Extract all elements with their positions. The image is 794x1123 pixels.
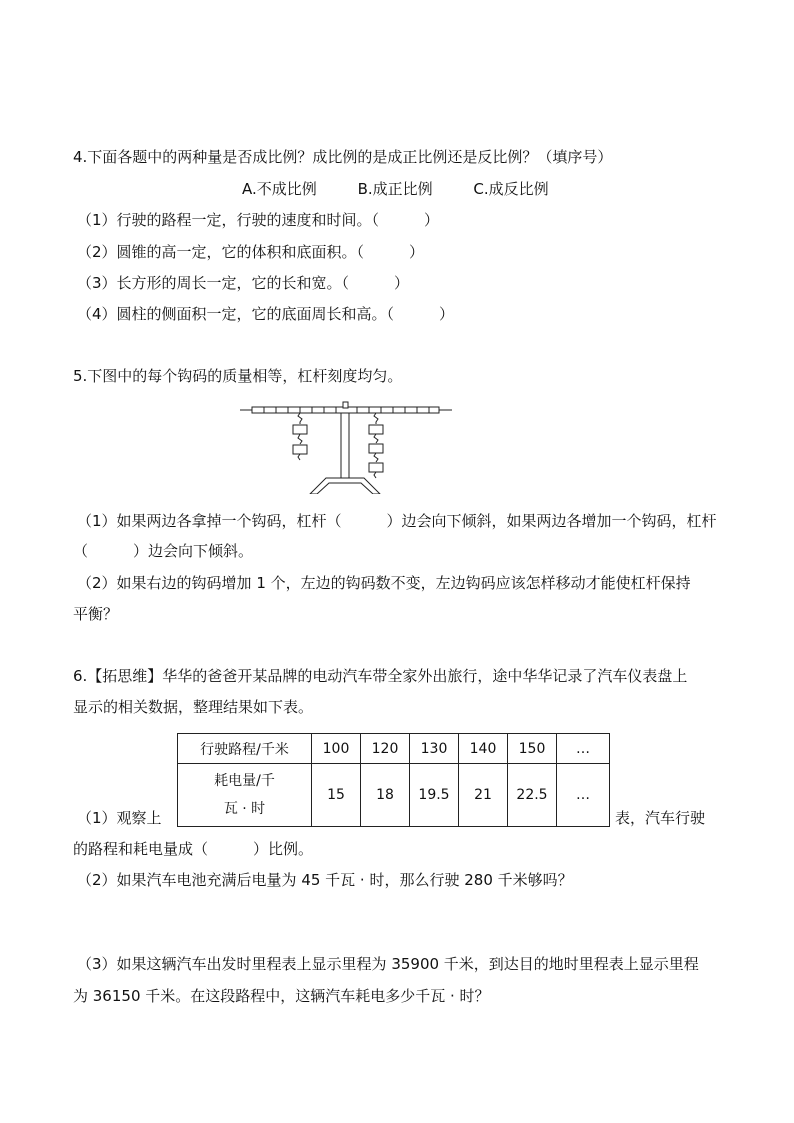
option-b: B.成正比例 — [357, 180, 433, 198]
lever-post — [341, 413, 349, 480]
table-cell: 22.5 — [508, 764, 557, 827]
energy-table — [177, 733, 610, 827]
question-4-item-3: （3）长方形的周长一定，它的长和宽。（ ） — [77, 274, 410, 292]
question-4-title: 4.下面各题中的两种量是否成比例？成比例的是成正比例还是反比例？（填序号） — [73, 148, 613, 166]
table-cell: 21 — [459, 764, 508, 827]
table-header-energy — [178, 764, 312, 827]
table-cell: 19.5 — [410, 764, 459, 827]
table-row-distance — [178, 734, 610, 764]
question-5-part-2-line-1: （2）如果右边的钩码增加 1 个，左边的钩码数不变，左边钩码应该怎样移动才能使杠杆保持 — [77, 574, 691, 592]
table-cell: 130 — [410, 734, 459, 764]
question-5-part-1-line-2: （ ）边会向下倾斜。 — [73, 542, 254, 560]
table-cell: 140 — [459, 734, 508, 764]
lever-pivot — [343, 402, 348, 408]
question-6-part-1-suffix: 表，汽车行驶 — [615, 809, 706, 827]
answer-options — [242, 179, 585, 199]
option-c: C.成反比例 — [473, 180, 549, 198]
table-header-distance: 行驶路程/千米 — [178, 734, 312, 764]
option-a: A.不成比例 — [242, 180, 317, 198]
table-cell: 150 — [508, 734, 557, 764]
question-4-item-2: （2）圆锥的高一定，它的体积和底面积。（ ） — [77, 243, 425, 261]
question-6-part-1-line-2: 的路程和耗电量成（ ）比例。 — [73, 840, 314, 858]
question-6-part-2: （2）如果汽车电池充满后电量为 45 千瓦 · 时，那么行驶 280 千米够吗？ — [77, 871, 573, 889]
question-6-part-1-prefix: （1）观察上 — [77, 809, 162, 827]
table-header-energy-line-2: 瓦 · 时 — [223, 801, 266, 817]
question-6-part-3-line-1: （3）如果这辆汽车出发时里程表上显示里程为 35900 千米，到达目的地时里程表上显示里程 — [77, 955, 699, 973]
lever-stand — [310, 478, 380, 494]
table-cell: … — [557, 764, 610, 827]
right-weights — [369, 413, 383, 478]
table-cell: 18 — [361, 764, 410, 827]
left-weights — [293, 413, 307, 460]
question-5-part-1-line-1: （1）如果两边各拿掉一个钩码，杠杆（ ）边会向下倾斜，如果两边各增加一个钩码，杠杆 — [77, 512, 717, 530]
table-cell: … — [557, 734, 610, 764]
table-row-energy — [178, 764, 610, 827]
table-cell: 100 — [312, 734, 361, 764]
question-5-part-2-line-2: 平衡？ — [73, 605, 119, 623]
question-5-title: 5.下图中的每个钩码的质量相等，杠杆刻度均匀。 — [73, 367, 403, 385]
question-4-item-1: （1）行驶的路程一定，行驶的速度和时间。（ ） — [77, 211, 440, 229]
table-cell: 15 — [312, 764, 361, 827]
question-6-title-line-1: 6.【拓思维】华华的爸爸开某品牌的电动汽车带全家外出旅行，途中华华记录了汽车仪表盘上 — [73, 667, 688, 685]
question-6-part-3-line-2: 为 36150 千米。在这段路程中，这辆汽车耗电多少千瓦 · 时？ — [73, 987, 490, 1005]
lever-diagram — [240, 398, 455, 494]
table-cell: 120 — [361, 734, 410, 764]
table-header-energy-line-1: 耗电量/千 — [214, 773, 275, 789]
question-6-title-line-2: 显示的相关数据，整理结果如下表。 — [73, 698, 314, 716]
question-4-item-4: （4）圆柱的侧面积一定，它的底面周长和高。（ ） — [77, 305, 455, 323]
